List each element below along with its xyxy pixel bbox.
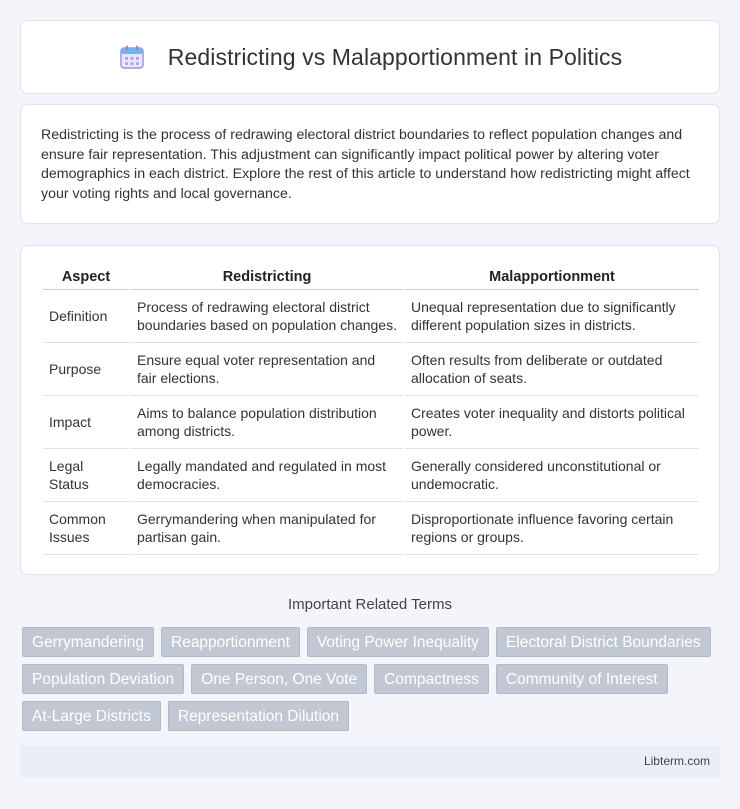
- table-cell: Creates voter inequality and distorts political power.: [405, 396, 699, 449]
- table-cell-aspect: Common Issues: [43, 502, 129, 555]
- header-malapportionment: Malapportionment: [405, 267, 699, 290]
- title-card: [20, 20, 720, 94]
- intro-card: [20, 104, 720, 224]
- table-cell: Generally considered unconstitutional or undemocratic.: [405, 449, 699, 502]
- intro-paragraph: Redistricting is the process of redrawing electoral district boundaries to reflect population changes and ensure fair representation. This adjustment can significantly impact political power by altering voter demographics in each district. Explore the rest of this article to understand how redistricting might affect your voting rights and local governance.: [41, 127, 690, 202]
- table-cell: Legally mandated and regulated in most democracies.: [131, 449, 403, 502]
- related-term-tag[interactable]: Compactness: [374, 664, 489, 694]
- comparison-card: [20, 245, 720, 575]
- comparison-table: [41, 267, 701, 555]
- table-cell: Aims to balance population distribution among districts.: [131, 396, 403, 449]
- header-redistricting: Redistricting: [131, 267, 403, 290]
- table-cell: Process of redrawing electoral district boundaries based on population changes.: [131, 290, 403, 343]
- related-term-tag[interactable]: Gerrymandering: [22, 627, 154, 657]
- related-term-tag[interactable]: Representation Dilution: [168, 701, 349, 731]
- table-row: [43, 290, 699, 343]
- related-term-tag[interactable]: Population Deviation: [22, 664, 184, 694]
- table-row: [43, 343, 699, 396]
- table-cell: Unequal representation due to significantly different population sizes in districts.: [405, 290, 699, 343]
- table-cell-aspect: Purpose: [43, 343, 129, 396]
- calendar-icon: [118, 43, 146, 71]
- table-cell-aspect: Impact: [43, 396, 129, 449]
- table-row: [43, 449, 699, 502]
- related-term-tag[interactable]: Reapportionment: [161, 627, 300, 657]
- table-cell: Disproportionate influence favoring certain regions or groups.: [405, 502, 699, 555]
- footer-site-link[interactable]: Libterm.com: [643, 754, 710, 768]
- table-cell-aspect: Definition: [43, 290, 129, 343]
- table-header-row: [43, 267, 699, 290]
- footer: [20, 745, 720, 778]
- related-term-tag[interactable]: Voting Power Inequality: [307, 627, 489, 657]
- table-cell: Gerrymandering when manipulated for partisan gain.: [131, 502, 403, 555]
- related-term-tag[interactable]: Electoral District Boundaries: [496, 627, 711, 657]
- header-aspect: Aspect: [43, 267, 129, 290]
- related-terms-title: Important Related Terms: [288, 596, 452, 613]
- table-cell-aspect: Legal Status: [43, 449, 129, 502]
- related-term-tag[interactable]: At-Large Districts: [22, 701, 161, 731]
- related-term-tag[interactable]: Community of Interest: [496, 664, 668, 694]
- table-cell: Ensure equal voter representation and fair elections.: [131, 343, 403, 396]
- table-row: [43, 396, 699, 449]
- related-terms-list: [22, 627, 722, 731]
- related-term-tag[interactable]: One Person, One Vote: [191, 664, 367, 694]
- table-cell: Often results from deliberate or outdated allocation of seats.: [405, 343, 699, 396]
- page-title: Redistricting vs Malapportionment in Politics: [167, 43, 623, 70]
- table-row: [43, 502, 699, 555]
